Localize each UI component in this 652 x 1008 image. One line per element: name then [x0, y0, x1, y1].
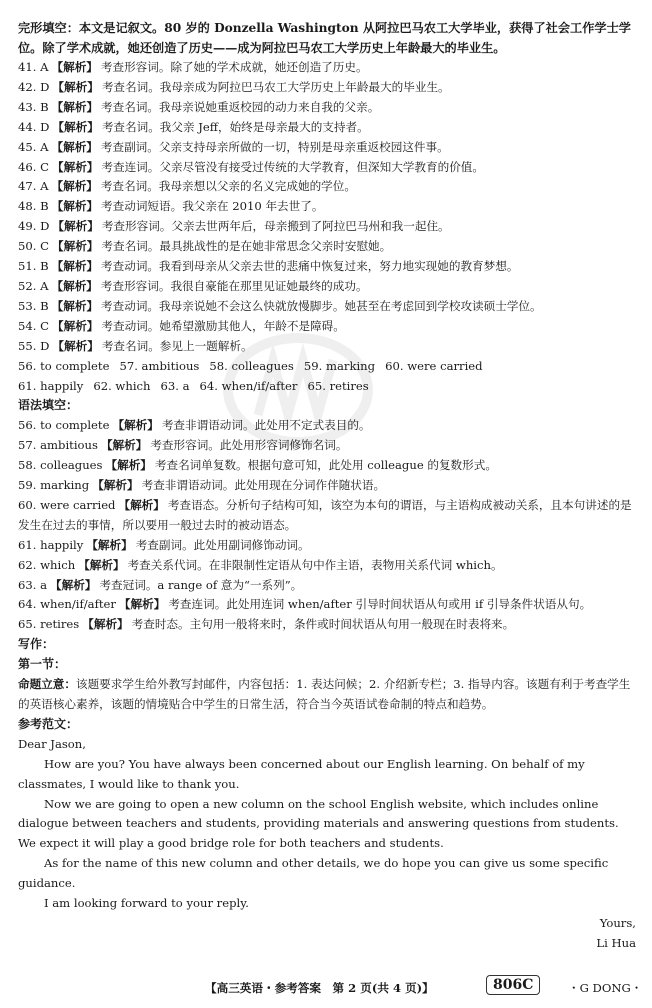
cloze-item: 45. A 【解析】 考查副词。父亲支持母亲所做的一切，特别是母亲重返校园这件事。	[18, 139, 449, 154]
sample-heading: 参考范文：	[18, 716, 79, 731]
grammar-item: 65. retires 【解析】 考查时态。主句用一般将来时，条件或时间状语从句用一般现在时表将来。	[18, 617, 515, 632]
grammar-item: 62. which 【解析】 考查关系代词。在非限制性定语从句中作主语，表物用关系代词 which。	[18, 557, 503, 572]
grammar-item: 63. a 【解析】 考查冠词。a range of 意为“一系列”。	[18, 577, 303, 592]
intent-label: 命题立意：	[18, 677, 76, 692]
letter-paragraph: As for the name of this new column and other details, we do hope you can give us some specific guidance.	[18, 856, 609, 891]
grammar-item: 56. to complete 【解析】 考查非谓语动词。此处用不定式表目的。	[18, 418, 371, 433]
writing-heading: 写作：	[18, 637, 55, 652]
cloze-item: 50. C 【解析】 考查名词。最具挑战性的是在她非常思念父亲时安慰她。	[18, 239, 392, 254]
cloze-item: 44. D 【解析】 考查名词。我父亲 Jeff，始终是母亲最大的支持者。	[18, 119, 369, 134]
cloze-item: 48. B 【解析】 考查动词短语。我父亲在 2010 年去世了。	[18, 199, 324, 214]
grammar-item: 61. happily 【解析】 考查副词。此处用副词修饰动词。	[18, 537, 310, 552]
letter-paragraph: How are you? You have always been concerned about our English learning. On behalf of my classmates, I would like to thank you.	[18, 756, 585, 791]
intent-paragraph	[18, 675, 640, 715]
letter-paragraph: I am looking forward to your reply.	[44, 896, 249, 911]
intent-text: 该题要求学生给外教写封邮件，内容包括：1. 表达问候；2. 介绍新专栏；3. 指导内容。该题有利于考查学生的英语核心素养，该题的情境贴合中学生的日常生活，符合当今英语试卷命制的特点和趋势。	[18, 677, 631, 711]
footer-code-badge: 806C	[486, 975, 540, 995]
grammar-heading: 语法填空：	[18, 398, 79, 413]
page-footer	[0, 974, 652, 1000]
grammar-item: 58. colleagues 【解析】 考查名词单复数。根据句意可知，此处用 colleague 的复数形式。	[18, 458, 497, 473]
letter-paragraph: Now we are going to open a new column on the school English website, which includes online dialogue between teachers and students, providing materials and answering questions from students. We expect it will play a good bridge role for both teachers and students.	[18, 796, 619, 851]
letter-greeting: Dear Jason,	[18, 736, 86, 751]
grammar-item: 64. when/if/after 【解析】 考查连词。此处用连词 when/after 引导时间状语从句或用 if 引导条件状语从句。	[18, 597, 592, 612]
cloze-item: 54. C 【解析】 考查动词。她希望激励其他人，年龄不是障碍。	[18, 318, 345, 333]
cloze-item: 51. B 【解析】 考查动词。我看到母亲从父亲去世的悲痛中恢复过来，努力地实现她的教育梦想。	[18, 259, 519, 274]
section1-heading: 第一节：	[18, 657, 67, 672]
watermark-logo-icon	[218, 330, 378, 450]
cloze-item: 43. B 【解析】 考查名词。我母亲说她重返校园的动力来自我的父亲。	[18, 99, 380, 114]
letter-signature: Li Hua	[596, 935, 636, 950]
footer-brand: ・G DONG・	[568, 981, 643, 995]
letter-closing: Yours,	[599, 915, 636, 930]
answer-row: 61. happily 62. which 63. a 64. when/if/after 65. retires	[18, 378, 369, 393]
cloze-explanations	[18, 58, 640, 357]
grammar-item: 57. ambitious 【解析】 考查形容词。此处用形容词修饰名词。	[18, 438, 348, 453]
cloze-item: 42. D 【解析】 考查名词。我母亲成为阿拉巴马农工大学历史上年龄最大的毕业生。	[18, 79, 450, 94]
answer-row: 56. to complete 57. ambitious 58. colleagues 59. marking 60. were carried	[18, 358, 483, 373]
grammar-item: 60. were carried 【解析】 考查语态。分析句子结构可知，该空为本句的谓语，与主语构成被动关系，且本句讲述的是发生在过去的事情，所以要用一般过去时的被动语态。	[18, 497, 632, 532]
cloze-item: 52. A 【解析】 考查形容词。我很自豪能在那里见证她最终的成功。	[18, 278, 368, 293]
cloze-item: 55. D 【解析】 考查名词。参见上一题解析。	[18, 338, 253, 353]
cloze-item: 47. A 【解析】 考查名词。我母亲想以父亲的名义完成她的学位。	[18, 179, 356, 194]
grammar-item: 59. marking 【解析】 考查非谓语动词。此处用现在分词作伴随状语。	[18, 478, 386, 493]
cloze-item: 46. C 【解析】 考查连词。父亲尽管没有接受过传统的大学教育，但深知大学教育的价值。	[18, 159, 484, 174]
cloze-item: 49. D 【解析】 考查形容词。父亲去世两年后，母亲搬到了阿拉巴马州和我一起住。	[18, 219, 450, 234]
footer-page-info: 【高三英语・参考答案 第 2 页(共 4 页)】	[205, 981, 434, 995]
cloze-item: 53. B 【解析】 考查动词。我母亲说她不会这么快就放慢脚步。她甚至在考虑回到学校攻读硕士学位。	[18, 298, 542, 313]
cloze-intro: 完形填空：本文是记叙文。80 岁的 Donzella Washington 从阿拉巴马农工大学毕业，获得了社会工作学士学位。除了学术成就，她还创造了历史——成为阿拉巴马农工大学历史上年龄最大的毕业生。	[18, 21, 631, 55]
cloze-item: 41. A 【解析】 考查形容词。除了她的学术成就，她还创造了历史。	[18, 60, 368, 74]
answer-page	[18, 18, 640, 954]
sample-letter	[18, 735, 640, 954]
